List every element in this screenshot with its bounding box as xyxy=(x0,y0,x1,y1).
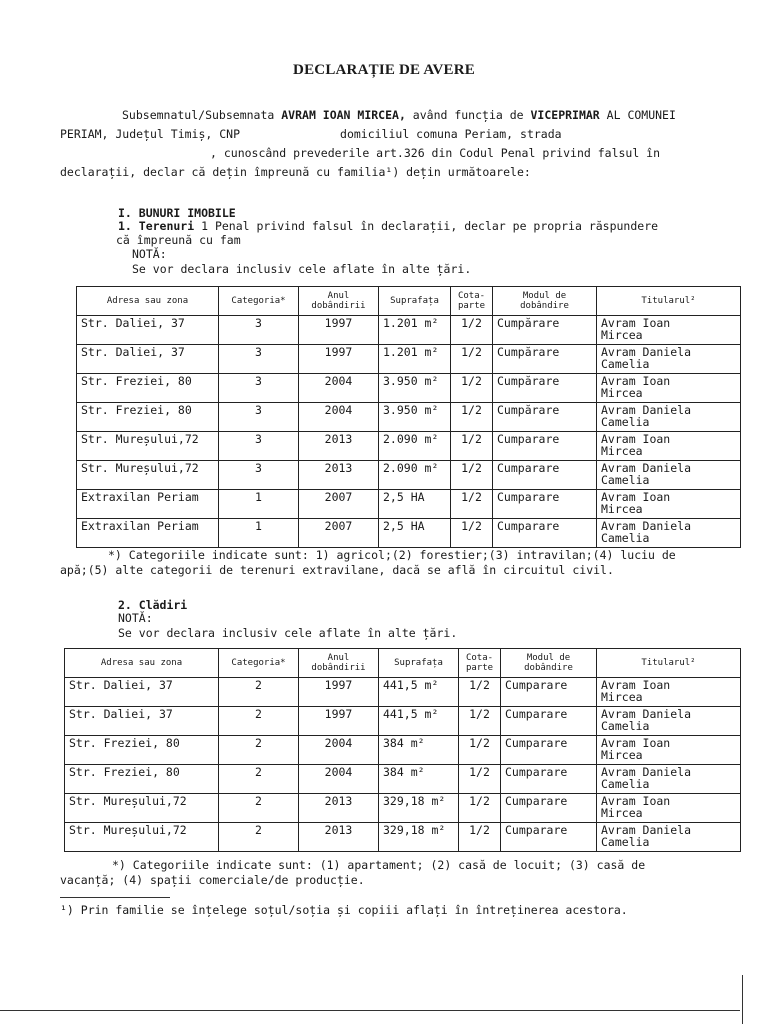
intro-text: având funcția de xyxy=(405,108,531,122)
header-adresa: Adresa sau zona xyxy=(77,287,219,316)
header-suprafata: Suprafața xyxy=(379,287,451,316)
cell-suprafata: 384 m² xyxy=(379,765,459,794)
cell-suprafata: 441,5 m² xyxy=(379,678,459,707)
header-suprafata: Suprafața xyxy=(379,649,459,678)
cell-adresa: Str. Mureșului,72 xyxy=(65,823,219,852)
table-row xyxy=(65,678,741,707)
intro-line-4: declarații, declar că dețin împreună cu familia¹) dețin următoarele: xyxy=(60,165,531,179)
intro-text: PERIAM, Județul Timiș, CNP xyxy=(60,127,241,141)
cell-titularul: Avram Ioan Mircea xyxy=(597,316,741,345)
cell-titularul: Avram Ioan Mircea xyxy=(597,794,741,823)
cell-categoria: 3 xyxy=(219,345,299,374)
cell-adresa: Extraxilan Periam xyxy=(77,519,219,548)
cell-categoria: 2 xyxy=(219,765,299,794)
cell-anul: 1997 xyxy=(299,345,379,374)
terenuri-table xyxy=(76,286,741,548)
cell-modul: Cumpărare xyxy=(493,374,597,403)
cell-categoria: 2 xyxy=(219,707,299,736)
cell-cota: 1/2 xyxy=(459,823,501,852)
nota-label-1: NOTĂ: xyxy=(132,247,167,261)
cell-modul: Cumparare xyxy=(501,736,597,765)
cell-adresa: Str. Mureșului,72 xyxy=(77,432,219,461)
cell-cota: 1/2 xyxy=(451,490,493,519)
cell-cota: 1/2 xyxy=(459,678,501,707)
table-header-row xyxy=(77,287,741,316)
cell-titularul: Avram Daniela Camelia xyxy=(597,765,741,794)
table-row xyxy=(77,403,741,432)
table-row xyxy=(65,736,741,765)
header-modul: Modul de dobândire xyxy=(493,287,597,316)
cell-adresa: Str. Mureșului,72 xyxy=(65,794,219,823)
cell-adresa: Str. Mureșului,72 xyxy=(77,461,219,490)
cell-titularul: Avram Daniela Camelia xyxy=(597,403,741,432)
table-row xyxy=(77,490,741,519)
cell-cota: 1/2 xyxy=(451,374,493,403)
cell-modul: Cumparare xyxy=(501,678,597,707)
cell-modul: Cumparare xyxy=(501,823,597,852)
cell-modul: Cumparare xyxy=(493,490,597,519)
cell-suprafata: 2,5 HA xyxy=(379,519,451,548)
cell-suprafata: 1.201 m² xyxy=(379,316,451,345)
cell-categoria: 3 xyxy=(219,374,299,403)
header-categoria: Categoria* xyxy=(219,649,299,678)
cell-modul: Cumparare xyxy=(501,707,597,736)
cell-anul: 2013 xyxy=(299,461,379,490)
cell-cota: 1/2 xyxy=(451,519,493,548)
cell-titularul: Avram Ioan Mircea xyxy=(597,736,741,765)
intro-paragraph xyxy=(60,106,760,182)
cell-titularul: Avram Daniela Camelia xyxy=(597,519,741,548)
table-row xyxy=(65,707,741,736)
nota-text-1: Se vor declara inclusiv cele aflate în alte țări. xyxy=(132,262,472,276)
section-heading-bunuri: I. BUNURI IMOBILE xyxy=(118,206,236,220)
cell-cota: 1/2 xyxy=(451,345,493,374)
cell-anul: 2004 xyxy=(299,736,379,765)
cell-adresa: Str. Daliei, 37 xyxy=(65,707,219,736)
cell-cota: 1/2 xyxy=(459,765,501,794)
cell-categoria: 3 xyxy=(219,316,299,345)
cell-anul: 1997 xyxy=(299,316,379,345)
subsection-cladiri: 2. Clădiri xyxy=(118,598,188,612)
cell-anul: 2013 xyxy=(299,432,379,461)
intro-line-3: , cunoscând prevederile art.326 din Codul Penal privind falsul în xyxy=(210,146,661,160)
cell-categoria: 2 xyxy=(219,736,299,765)
cell-categoria: 2 xyxy=(219,794,299,823)
cell-modul: Cumparare xyxy=(493,432,597,461)
table-row xyxy=(77,461,741,490)
header-modul: Modul de dobândire xyxy=(501,649,597,678)
cell-suprafata: 329,18 m² xyxy=(379,823,459,852)
cell-suprafata: 2,5 HA xyxy=(379,490,451,519)
cell-cota: 1/2 xyxy=(459,794,501,823)
cell-anul: 2004 xyxy=(299,403,379,432)
cell-modul: Cumparare xyxy=(501,765,597,794)
cell-cota: 1/2 xyxy=(459,736,501,765)
cell-titularul: Avram Ioan Mircea xyxy=(597,374,741,403)
header-cota: Cota-parte xyxy=(459,649,501,678)
cell-cota: 1/2 xyxy=(459,707,501,736)
cell-suprafata: 441,5 m² xyxy=(379,707,459,736)
cell-adresa: Str. Daliei, 37 xyxy=(77,345,219,374)
header-adresa: Adresa sau zona xyxy=(65,649,219,678)
cell-titularul: Avram Daniela Camelia xyxy=(597,823,741,852)
cell-suprafata: 384 m² xyxy=(379,736,459,765)
cell-cota: 1/2 xyxy=(451,461,493,490)
cell-modul: Cumparare xyxy=(501,794,597,823)
cell-titularul: Avram Daniela Camelia xyxy=(597,461,741,490)
note-categorii-cladiri-1: *) Categoriile indicate sunt: (1) apartament; (2) casă de locuit; (3) casă de xyxy=(112,858,646,872)
cell-categoria: 1 xyxy=(219,519,299,548)
cell-cota: 1/2 xyxy=(451,403,493,432)
cell-cota: 1/2 xyxy=(451,316,493,345)
cell-anul: 2013 xyxy=(299,823,379,852)
cell-modul: Cumparare xyxy=(493,519,597,548)
cell-modul: Cumpărare xyxy=(493,345,597,374)
page-title: DECLARAȚIE DE AVERE xyxy=(293,62,475,78)
cell-suprafata: 2.090 m² xyxy=(379,432,451,461)
cell-suprafata: 3.950 m² xyxy=(379,374,451,403)
intro-line-2 xyxy=(60,125,760,144)
note-categorii-terenuri-1: *) Categoriile indicate sunt: 1) agricol;(2) forestier;(3) intravilan;(4) luciu de xyxy=(108,548,676,562)
cell-adresa: Extraxilan Periam xyxy=(77,490,219,519)
header-categoria: Categoria* xyxy=(219,287,299,316)
cell-titularul: Avram Ioan Mircea xyxy=(597,678,741,707)
cell-modul: Cumpărare xyxy=(493,316,597,345)
cell-titularul: Avram Ioan Mircea xyxy=(597,432,741,461)
cell-anul: 2004 xyxy=(299,765,379,794)
footnote-familie: ¹) Prin familie se înțelege soțul/soția și copiii aflați în întreținerea acestora. xyxy=(60,903,628,917)
table-row xyxy=(65,794,741,823)
page-bottom-line xyxy=(0,1010,740,1011)
cell-categoria: 3 xyxy=(219,461,299,490)
cell-anul: 1997 xyxy=(299,678,379,707)
intro-line-1 xyxy=(60,106,760,125)
cell-adresa: Str. Freziei, 80 xyxy=(65,765,219,794)
cell-categoria: 3 xyxy=(219,432,299,461)
cell-anul: 2013 xyxy=(299,794,379,823)
cell-titularul: Avram Daniela Camelia xyxy=(597,345,741,374)
intro-text: Subsemnatul/Subsemnata xyxy=(122,108,282,122)
cell-categoria: 1 xyxy=(219,490,299,519)
cell-categoria: 3 xyxy=(219,403,299,432)
cell-adresa: Str. Daliei, 37 xyxy=(77,316,219,345)
table-header-row xyxy=(65,649,741,678)
cladiri-table xyxy=(64,648,741,852)
header-titularul: Titularul² xyxy=(597,649,741,678)
header-anul: Anul dobândirii xyxy=(299,287,379,316)
cell-modul: Cumparare xyxy=(493,461,597,490)
header-cota: Cota-parte xyxy=(451,287,493,316)
declarant-name: AVRAM IOAN MIRCEA, xyxy=(281,108,406,122)
declarant-function: VICEPRIMAR xyxy=(530,108,600,122)
table-row xyxy=(77,432,741,461)
cell-adresa: Str. Freziei, 80 xyxy=(65,736,219,765)
table-row xyxy=(77,519,741,548)
table-row xyxy=(77,316,741,345)
cell-anul: 2007 xyxy=(299,519,379,548)
header-anul: Anul dobândirii xyxy=(299,649,379,678)
subsection-terenuri: 1. Terenuri 1 Penal privind falsul în declarații, declar pe propria răspundere xyxy=(118,219,659,233)
cell-cota: 1/2 xyxy=(451,432,493,461)
cell-anul: 2004 xyxy=(299,374,379,403)
table-row xyxy=(77,345,741,374)
cell-adresa: Str. Daliei, 37 xyxy=(65,678,219,707)
cell-adresa: Str. Freziei, 80 xyxy=(77,403,219,432)
cell-anul: 1997 xyxy=(299,707,379,736)
page-edge-line xyxy=(742,975,743,1024)
cell-titularul: Avram Daniela Camelia xyxy=(597,707,741,736)
cell-suprafata: 1.201 m² xyxy=(379,345,451,374)
table-row xyxy=(77,374,741,403)
nota-text-2: Se vor declara inclusiv cele aflate în alte țări. xyxy=(118,626,458,640)
cell-modul: Cumpărare xyxy=(493,403,597,432)
table-row xyxy=(65,765,741,794)
intro-text: AL COMUNEI xyxy=(599,108,676,122)
nota-label-2: NOTĂ: xyxy=(118,611,153,625)
cell-anul: 2007 xyxy=(299,490,379,519)
terenuri-continuation: că împreună cu fam xyxy=(116,233,241,247)
intro-text: domiciliul comuna Periam, strada xyxy=(340,127,562,141)
cell-adresa: Str. Freziei, 80 xyxy=(77,374,219,403)
cell-suprafata: 2.090 m² xyxy=(379,461,451,490)
note-categorii-cladiri-2: vacanță; (4) spații comerciale/de producție. xyxy=(60,873,365,887)
cell-titularul: Avram Ioan Mircea xyxy=(597,490,741,519)
table-row xyxy=(65,823,741,852)
note-categorii-terenuri-2: apă;(5) alte categorii de terenuri extravilane, dacă se află în circuitul civil. xyxy=(60,563,614,577)
footnote-divider xyxy=(60,897,170,898)
header-titularul: Titularul² xyxy=(597,287,741,316)
cell-suprafata: 3.950 m² xyxy=(379,403,451,432)
cell-categoria: 2 xyxy=(219,823,299,852)
cell-categoria: 2 xyxy=(219,678,299,707)
cell-suprafata: 329,18 m² xyxy=(379,794,459,823)
